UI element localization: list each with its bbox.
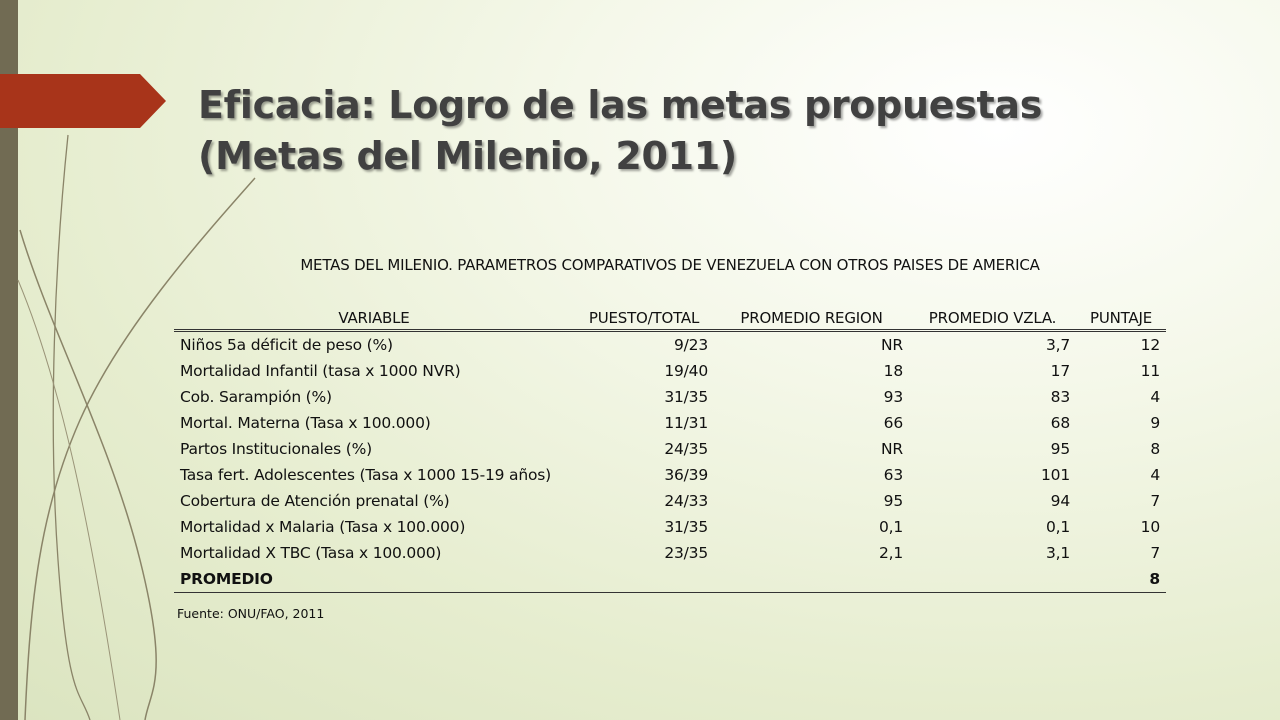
cell-promedio-region: 2,1 bbox=[878, 544, 903, 562]
cell-puntaje: 11 bbox=[1140, 362, 1160, 380]
cell-variable: Mortalidad x Malaria (Tasa x 100.000) bbox=[180, 518, 466, 536]
cell-promedio-vzla: 101 bbox=[1041, 466, 1070, 484]
slide-title bbox=[198, 80, 1238, 182]
cell-promedio-vzla: 3,7 bbox=[1045, 336, 1070, 354]
cell-variable: Cob. Sarampión (%) bbox=[180, 388, 332, 406]
cell-puesto: 9/23 bbox=[673, 336, 708, 354]
cell-promedio-vzla: 17 bbox=[1050, 362, 1070, 380]
total-label: PROMEDIO bbox=[174, 566, 574, 593]
cell-promedio-region: 63 bbox=[883, 466, 903, 484]
table-row bbox=[174, 514, 1166, 540]
cell-puntaje: 7 bbox=[1150, 544, 1160, 562]
cell-promedio-region: NR bbox=[881, 440, 903, 458]
column-header-promedio-vzla: PROMEDIO VZLA. bbox=[909, 306, 1076, 331]
cell-puesto: 19/40 bbox=[664, 362, 708, 380]
cell-puntaje: 7 bbox=[1150, 492, 1160, 510]
cell-puntaje: 9 bbox=[1150, 414, 1160, 432]
slide-title-line-2: (Metas del Milenio, 2011) bbox=[198, 134, 737, 178]
total-value: 8 bbox=[1076, 566, 1166, 593]
cell-puesto: 11/31 bbox=[664, 414, 708, 432]
column-header-promedio-region: PROMEDIO REGION bbox=[714, 306, 909, 331]
table-row bbox=[174, 540, 1166, 566]
cell-promedio-region: 0,1 bbox=[878, 518, 903, 536]
cell-variable: Mortalidad Infantil (tasa x 1000 NVR) bbox=[180, 362, 461, 380]
title-accent-arrow bbox=[0, 74, 170, 134]
cell-promedio-region: 66 bbox=[883, 414, 903, 432]
cell-puntaje: 12 bbox=[1140, 336, 1160, 354]
table-row bbox=[174, 410, 1166, 436]
cell-puntaje: 4 bbox=[1150, 466, 1160, 484]
table-row bbox=[174, 462, 1166, 488]
cell-puesto: 31/35 bbox=[664, 388, 708, 406]
cell-promedio-region: NR bbox=[881, 336, 903, 354]
cell-promedio-vzla: 83 bbox=[1050, 388, 1070, 406]
cell-puesto: 24/33 bbox=[664, 492, 708, 510]
table-row bbox=[174, 436, 1166, 462]
cell-promedio-vzla: 94 bbox=[1050, 492, 1070, 510]
cell-puesto: 31/35 bbox=[664, 518, 708, 536]
slide-title-line-1: Eficacia: Logro de las metas propuestas bbox=[198, 83, 1043, 127]
cell-promedio-vzla: 0,1 bbox=[1045, 518, 1070, 536]
cell-variable: Tasa fert. Adolescentes (Tasa x 1000 15-19 años) bbox=[180, 466, 551, 484]
cell-puesto: 24/35 bbox=[664, 440, 708, 458]
table-heading: METAS DEL MILENIO. PARAMETROS COMPARATIVOS DE VENEZUELA CON OTROS PAISES DE AMERICA bbox=[300, 256, 1040, 274]
cell-puesto: 23/35 bbox=[664, 544, 708, 562]
table-row bbox=[174, 384, 1166, 410]
cell-promedio-region: 18 bbox=[883, 362, 903, 380]
cell-variable: Niños 5a déficit de peso (%) bbox=[180, 336, 393, 354]
millennium-goals-table bbox=[174, 306, 1166, 593]
cell-puntaje: 4 bbox=[1150, 388, 1160, 406]
cell-promedio-vzla: 3,1 bbox=[1045, 544, 1070, 562]
cell-variable: Cobertura de Atención prenatal (%) bbox=[180, 492, 450, 510]
table-row bbox=[174, 358, 1166, 384]
cell-puesto: 36/39 bbox=[664, 466, 708, 484]
cell-promedio-region: 93 bbox=[883, 388, 903, 406]
column-header-puesto: PUESTO/TOTAL bbox=[574, 306, 714, 331]
cell-promedio-region: 95 bbox=[883, 492, 903, 510]
cell-variable: Partos Institucionales (%) bbox=[180, 440, 372, 458]
cell-promedio-vzla: 68 bbox=[1050, 414, 1070, 432]
table-header-row bbox=[174, 306, 1166, 331]
source-note: Fuente: ONU/FAO, 2011 bbox=[177, 606, 325, 621]
column-header-puntaje: PUNTAJE bbox=[1076, 306, 1166, 331]
table-row bbox=[174, 488, 1166, 514]
column-header-variable: VARIABLE bbox=[174, 306, 574, 331]
table-total-row bbox=[174, 566, 1166, 593]
cell-puntaje: 8 bbox=[1150, 440, 1160, 458]
cell-variable: Mortalidad X TBC (Tasa x 100.000) bbox=[180, 544, 442, 562]
cell-variable: Mortal. Materna (Tasa x 100.000) bbox=[180, 414, 431, 432]
table-row bbox=[174, 331, 1166, 359]
cell-puntaje: 10 bbox=[1140, 518, 1160, 536]
cell-promedio-vzla: 95 bbox=[1050, 440, 1070, 458]
